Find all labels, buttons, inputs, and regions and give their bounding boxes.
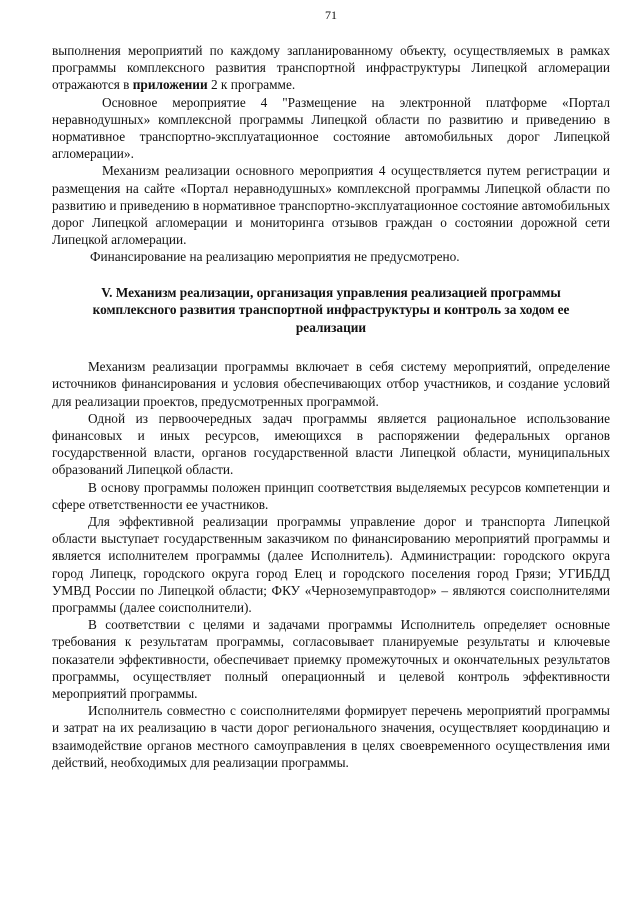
body-paragraph: В основу программы положен принцип соответствия выделяемых ресурсов компетенции и сфере ответственности ее участников. (52, 479, 610, 512)
body-paragraph: Механизм реализации программы включает в себя систему мероприятий, определение источников финансирования и условия обеспечивающих отбор участников, и создание условий для реализации проектов, предусмотренных программой. (52, 359, 610, 409)
body-paragraph: Одной из первоочередных задач программы является рациональное использование финансовых и иных ресурсов, имеющихся в распоряжении федеральных органов государственной власти, органов государственной власти Липецкой области, муниципальных образований Липецкой области. (52, 410, 610, 478)
paragraph-financing-note: Финансирование на реализацию мероприятия не предусмотрено. (90, 249, 460, 265)
body-paragraph: Для эффективной реализации программы управление дорог и транспорта Липецкой области выступает государственным заказчиком по финансированию мероприятий программы и является исполнителем программы (далее Исполнитель). Администрации: городского округа город Липецк, городского округа город Елец и городского поселения город Грязи; УГИБДД УМВД России по Липецкой области; ФКУ «Черноземуправтодор» – являются соисполнителями программы (далее соисполнители). (52, 513, 610, 615)
appendix-emphasis: приложении (132, 77, 208, 93)
paragraph-appendix-reference (52, 42, 610, 94)
page-number: 71 (325, 8, 337, 22)
section-heading: V. Механизм реализации, организация управления реализацией программы комплексного развития транспортной инфраструктуры и контроль за ходом ее реализации (92, 284, 570, 335)
body-paragraph: Исполнитель совместно с соисполнителями формирует перечень мероприятий программы и затрат на их реализацию в части дорог регионального значения, осуществляет координацию и взаимодействие органов местного самоуправления в целях своевременного осуществления ими действий, необходимых для реализации программы. (52, 703, 610, 770)
paragraph-activity-4-mechanism: Механизм реализации основного мероприятия 4 осуществляется путем регистрации и размещения на сайте «Портал неравнодушных» комплексной программы Липецкой области по развитию и приведению в нормативное транспортно-эксплуатационное состояние автомобильных дорог Липецкой агломерации и мониторинга отзывов граждан о состоянии дорожной сети Липецкой агломерации. (52, 163, 610, 248)
paragraph-text: 2 к программе. (207, 77, 296, 93)
paragraph-text: выполнения мероприятий по каждому запланированному объекту, осуществляемых в рамках программы комплексного развития транспортной инфраструктуры Липецкой агломерации отражаются в (52, 43, 610, 93)
document-page (52, 8, 610, 771)
paragraph-main-activity-4: Основное мероприятие 4 "Размещение на электронной платформе «Портал неравнодушных» комплексной программы Липецкой области по развитию и приведению в нормативное транспортно-эксплуатационное состояние автомобильных дорог Липецкой агломерации». (52, 94, 610, 162)
body-paragraph: В соответствии с целями и задачами программы Исполнитель определяет основные требования к результатам программы, согласовывает планируемые результаты и ключевые показатели эффективности, обеспечивает приемку промежуточных и окончательных результатов программы, осуществляет полный операционный и целевой контроль эффективности мероприятий программы. (52, 617, 610, 701)
